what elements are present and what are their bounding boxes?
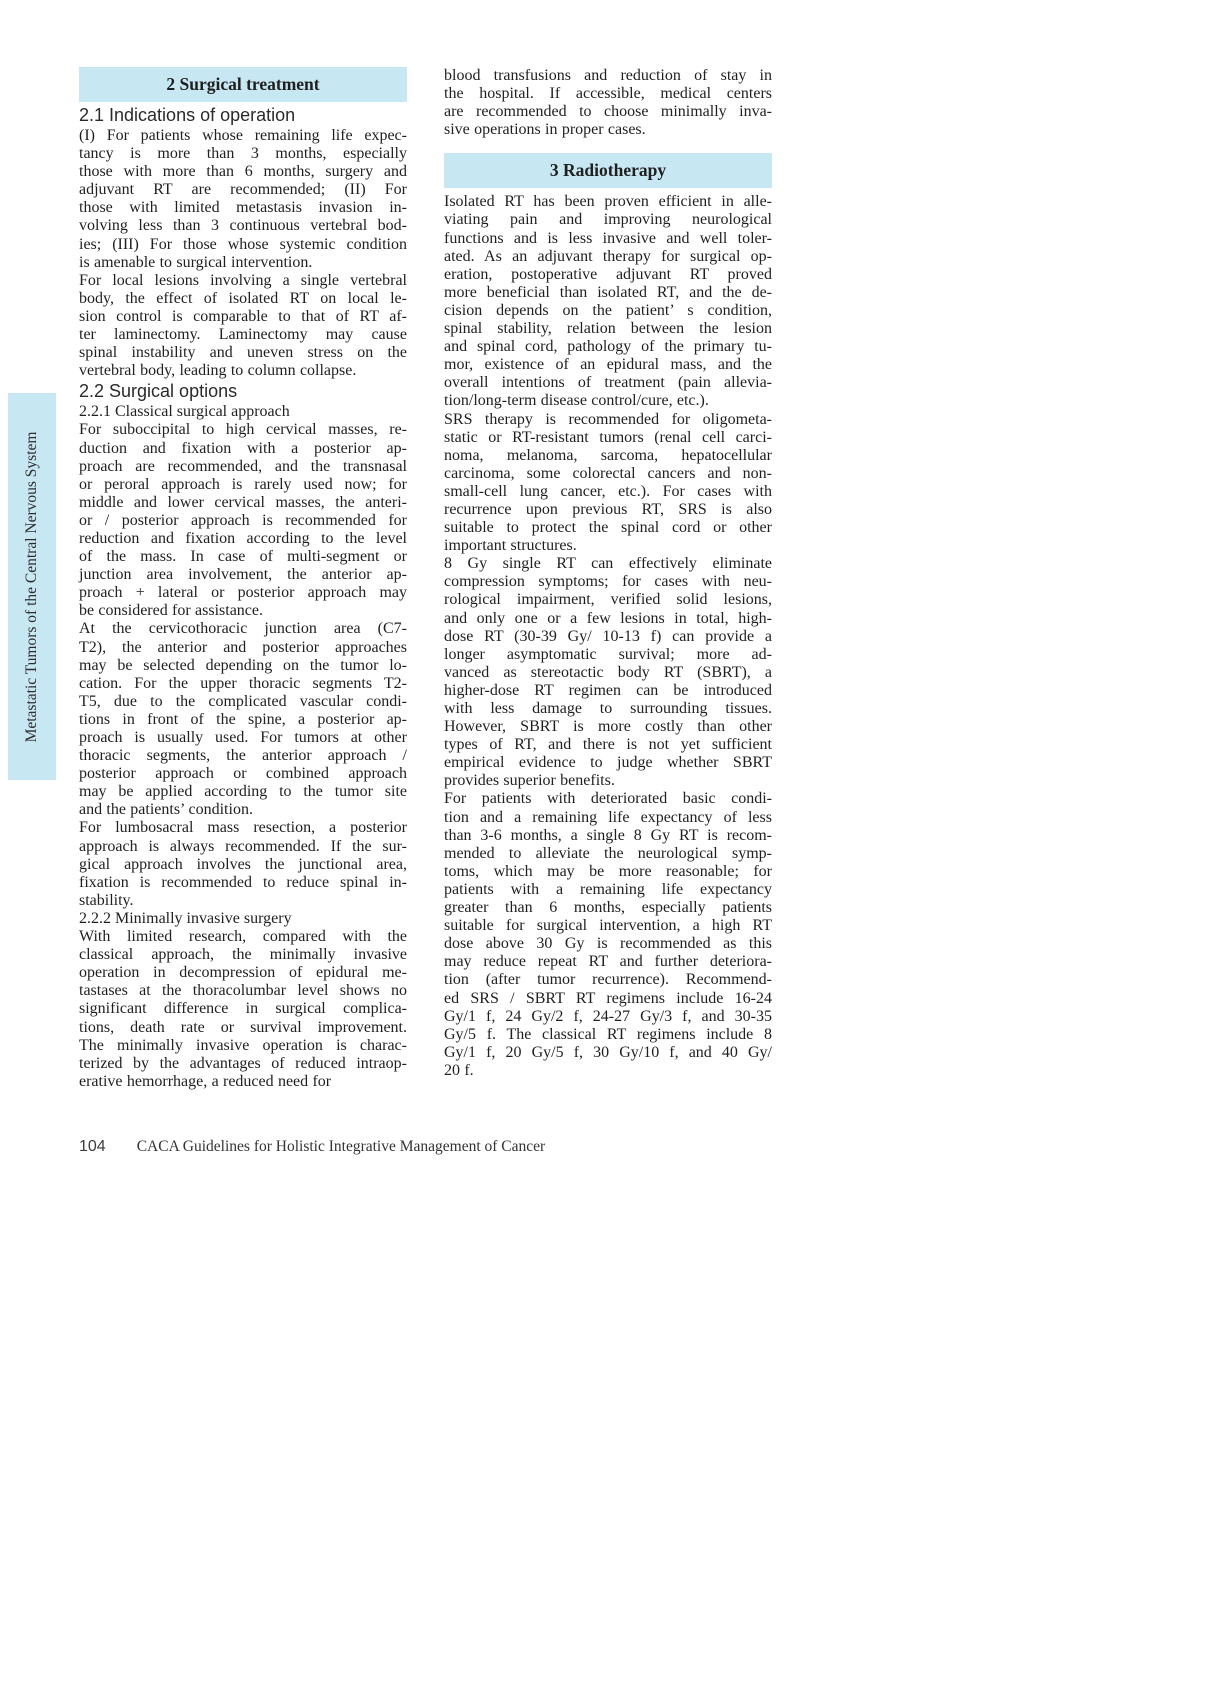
text-line: adjuvant RT are recommended; (II) For: [79, 181, 407, 199]
text-line: eration, postoperative adjuvant RT proved: [444, 265, 772, 283]
text-line: than 3-6 months, a single 8 Gy RT is recom-: [444, 826, 772, 844]
text-line: toms, which may be more reasonable; for: [444, 862, 772, 880]
text-line: may be selected depending on the tumor lo-: [79, 656, 407, 674]
text-line: overall intentions of treatment (pain allevia-: [444, 374, 772, 392]
text-line: tions in front of the spine, a posterior ap-: [79, 710, 407, 728]
text-line: ated. As an adjuvant therapy for surgical op-: [444, 247, 772, 265]
text-line: provides superior benefits.: [444, 772, 615, 790]
text-line: or / posterior approach is recommended for: [79, 511, 407, 529]
sidebar-strip: [8, 393, 56, 780]
text-line: suitable to protect the spinal cord or other: [444, 519, 772, 537]
text-line: and the patients’ condition.: [79, 801, 253, 819]
text-line: For local lesions involving a single vertebral: [79, 271, 407, 289]
text-line: is amenable to surgical intervention.: [79, 253, 313, 271]
text-line: body, the effect of isolated RT on local le-: [79, 289, 407, 307]
text-line: those with more than 6 months, surgery and: [79, 163, 407, 181]
text-line: At the cervicothoracic junction area (C7-: [79, 620, 407, 638]
text-line: ter laminectomy. Laminectomy may cause: [79, 326, 407, 344]
text-line: classical approach, the minimally invasive: [79, 946, 407, 964]
text-line: 8 Gy single RT can effectively eliminate: [444, 555, 772, 573]
section-header: 3 Radiotherapy: [444, 153, 772, 188]
footer-title: CACA Guidelines for Holistic Integrative Management of Cancer: [136, 1138, 546, 1155]
text-line: tion and a remaining life expectancy of less: [444, 808, 772, 826]
text-line: junction area involvement, the anterior ap-: [79, 566, 407, 584]
text-line: vertebral body, leading to column collapse.: [79, 362, 357, 380]
left-column: [79, 67, 407, 1091]
text-line: volving less than 3 continuous vertebral bod-: [79, 217, 407, 235]
text-line: sive operations in proper cases.: [444, 121, 646, 139]
text-line: approach is always recommended. If the sur-: [79, 837, 407, 855]
text-line: proach are recommended, and the transnasal: [79, 457, 407, 475]
text-line: more beneficial than isolated RT, and the de-: [444, 283, 772, 301]
text-line: mor, existence of an epidural mass, and the: [444, 356, 772, 374]
text-line: small-cell lung cancer, etc.). For cases with: [444, 482, 772, 500]
text-line: important structures.: [444, 537, 577, 555]
text-line: operation in decompression of epidural me-: [79, 964, 407, 982]
text-line: dose RT (30-39 Gy/ 10-13 f) can provide a: [444, 627, 772, 645]
text-line: T2), the anterior and posterior approaches: [79, 638, 407, 656]
subhead-serif: 2.2.1 Classical surgical approach: [79, 403, 290, 421]
text-line: With limited research, compared with the: [79, 928, 407, 946]
text-line: spinal stability, relation between the lesion: [444, 320, 772, 338]
text-line: posterior approach or combined approach: [79, 765, 407, 783]
text-line: For patients with deteriorated basic condi-: [444, 790, 772, 808]
text-line: and only one or a few lesions in total, high-: [444, 609, 772, 627]
text-line: thoracic segments, the anterior approach /: [79, 747, 407, 765]
text-line: fixation is recommended to reduce spinal in-: [79, 873, 407, 891]
text-line: suitable for surgical intervention, a high RT: [444, 917, 772, 935]
text-line: For suboccipital to high cervical masses, re-: [79, 421, 407, 439]
text-line: significant difference in surgical complica-: [79, 1000, 407, 1018]
text-line: tancy is more than 3 months, especially: [79, 145, 407, 163]
text-line: stability.: [79, 891, 134, 909]
text-line: viating pain and improving neurological: [444, 211, 772, 229]
text-line: tastases at the thoracolumbar level shows no: [79, 982, 407, 1000]
text-line: of the mass. In case of multi-segment or: [79, 548, 407, 566]
text-line: tion/long-term disease control/cure, etc.).: [444, 392, 709, 410]
subhead-sans: 2.1 Indications of operation: [79, 105, 296, 125]
text-line: blood transfusions and reduction of stay in: [444, 67, 772, 84]
text-line: ed SRS / SBRT RT regimens include 16-24: [444, 989, 772, 1007]
text-line: may be applied according to the tumor site: [79, 783, 407, 801]
right-column: [444, 67, 772, 1080]
text-line: the hospital. If accessible, medical centers: [444, 85, 772, 103]
text-line: cation. For the upper thoracic segments T2-: [79, 674, 407, 692]
text-line: functions and is less invasive and well toler-: [444, 229, 772, 247]
text-line: dose above 30 Gy is recommended as this: [444, 935, 772, 953]
text-line: rological impairment, verified solid lesions,: [444, 591, 772, 609]
text-line: compression symptoms; for cases with neu-: [444, 573, 772, 591]
text-line: higher-dose RT regimen can be introduced: [444, 681, 772, 699]
text-line: empirical evidence to judge whether SBRT: [444, 754, 772, 772]
sidebar-vertical-label: Metastatic Tumors of the Central Nervous System: [23, 431, 40, 742]
text-line: those with limited metastasis invasion in-: [79, 199, 407, 217]
page-number: 104: [79, 1138, 106, 1155]
subhead-serif: 2.2.2 Minimally invasive surgery: [79, 909, 292, 927]
text-line: However, SBRT is more costly than other: [444, 718, 772, 736]
text-line: Gy/1 f, 24 Gy/2 f, 24-27 Gy/3 f, and 30-35: [444, 1007, 772, 1025]
text-line: Gy/1 f, 20 Gy/5 f, 30 Gy/10 f, and 40 Gy/: [444, 1043, 772, 1061]
text-line: erative hemorrhage, a reduced need for: [79, 1072, 332, 1090]
subhead-sans: 2.2 Surgical options: [79, 381, 238, 402]
text-line: carcinoma, some colorectal cancers and non-: [444, 464, 772, 482]
text-line: SRS therapy is recommended for oligometa-: [444, 410, 772, 428]
text-line: proach is usually used. For tumors at other: [79, 729, 407, 746]
text-line: patients with a remaining life expectancy: [444, 880, 772, 898]
text-line: gical approach involves the junctional area,: [79, 855, 407, 873]
text-line: noma, melanoma, sarcoma, hepatocellular: [444, 446, 772, 464]
text-line: (I) For patients whose remaining life expec-: [79, 127, 407, 144]
text-line: tions, death rate or survival improvement.: [79, 1018, 407, 1036]
text-line: be considered for assistance.: [79, 602, 263, 620]
text-line: recurrence upon previous RT, SRS is also: [444, 500, 772, 518]
text-line: and spinal cord, pathology of the primary tu-: [444, 338, 772, 356]
text-line: Gy/5 f. The classical RT regimens include 8: [444, 1025, 772, 1043]
text-line: static or RT-resistant tumors (renal cell carci-: [444, 428, 772, 446]
section-header: 2 Surgical treatment: [79, 67, 407, 102]
text-line: vanced as stereotactic body RT (SBRT), a: [444, 663, 772, 681]
text-line: longer asymptomatic survival; more ad-: [444, 645, 772, 663]
text-line: are recommended to choose minimally inva-: [444, 103, 772, 121]
text-line: proach + lateral or posterior approach may: [79, 584, 407, 602]
text-line: ies; (III) For those whose systemic condition: [79, 235, 407, 253]
text-line: greater than 6 months, especially patients: [444, 899, 772, 917]
text-line: reduction and fixation according to the level: [79, 529, 407, 547]
text-line: For lumbosacral mass resection, a posterior: [79, 819, 407, 837]
text-line: tion (after tumor recurrence). Recommend-: [444, 971, 772, 989]
text-line: 20 f.: [444, 1061, 474, 1079]
footer: [79, 1138, 779, 1156]
text-line: with less damage to surrounding tissues.: [444, 700, 772, 717]
text-line: types of RT, and there is not yet sufficient: [444, 736, 772, 754]
text-line: Isolated RT has been proven efficient in alle-: [444, 193, 772, 211]
text-line: cision depends on the patient’ s condition,: [444, 301, 772, 319]
text-line: The minimally invasive operation is charac-: [79, 1036, 407, 1054]
text-line: T5, due to the complicated vascular condi-: [79, 692, 407, 710]
text-line: mended to alleviate the neurological symp-: [444, 844, 772, 862]
text-line: middle and lower cervical masses, the anteri-: [79, 493, 407, 511]
text-line: spinal instability and uneven stress on the: [79, 344, 407, 362]
text-line: sion control is comparable to that of RT af-: [79, 307, 407, 325]
text-line: may reduce repeat RT and further deteriora-: [444, 953, 772, 971]
text-line: duction and fixation with a posterior ap-: [79, 439, 407, 457]
text-line: terized by the advantages of reduced intraop-: [79, 1054, 407, 1072]
text-line: or peroral approach is rarely used now; for: [79, 475, 407, 493]
